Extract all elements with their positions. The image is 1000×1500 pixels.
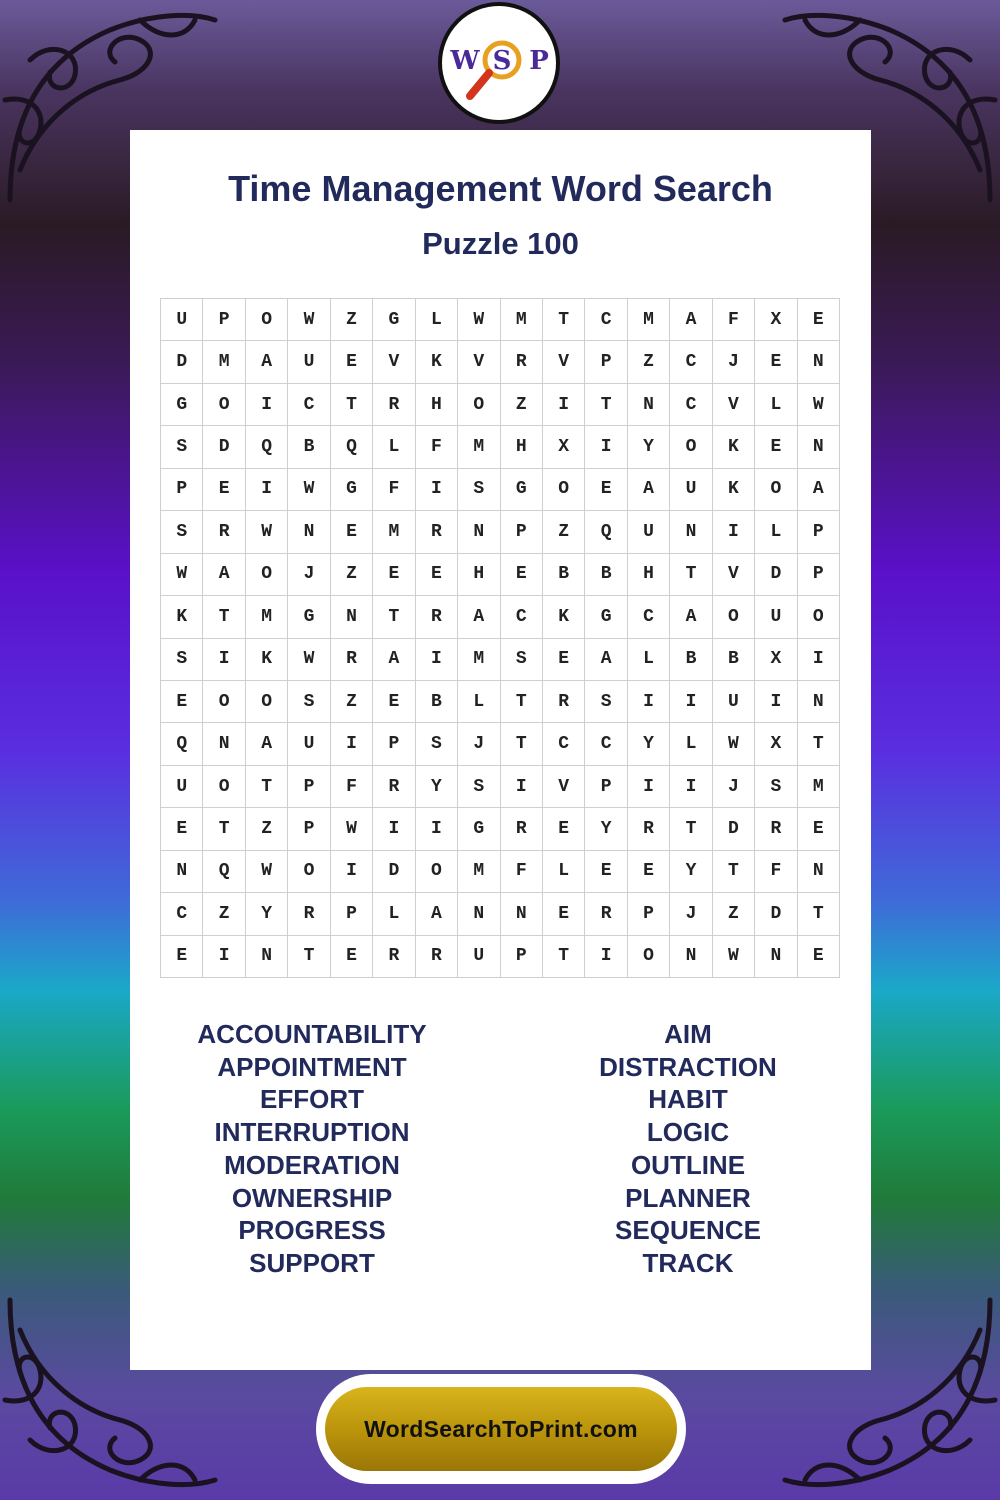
grid-cell[interactable]: X [543, 426, 585, 468]
word-list-left [162, 1018, 462, 1280]
grid-cell[interactable]: G [458, 808, 500, 850]
grid-cell[interactable]: K [416, 341, 458, 383]
grid-cell[interactable]: N [161, 851, 203, 893]
grid-cell[interactable]: F [501, 851, 543, 893]
grid-cell[interactable]: V [543, 341, 585, 383]
grid-cell[interactable]: P [585, 766, 627, 808]
grid-cell[interactable]: N [670, 511, 712, 553]
grid-cell[interactable]: E [585, 851, 627, 893]
grid-cell[interactable]: W [246, 511, 288, 553]
grid-cell[interactable]: T [543, 936, 585, 978]
word-list-item: HABIT [648, 1084, 728, 1115]
grid-cell[interactable]: Y [585, 808, 627, 850]
grid-cell[interactable]: O [713, 596, 755, 638]
grid-cell[interactable]: V [458, 341, 500, 383]
grid-cell[interactable]: E [628, 851, 670, 893]
grid-cell[interactable]: O [246, 554, 288, 596]
site-badge-pill [325, 1387, 677, 1471]
grid-cell[interactable]: M [203, 341, 245, 383]
grid-cell[interactable]: L [755, 511, 797, 553]
grid-cell[interactable]: H [416, 384, 458, 426]
grid-cell[interactable]: T [798, 723, 840, 765]
grid-cell[interactable]: O [755, 469, 797, 511]
grid-cell[interactable]: M [501, 299, 543, 341]
word-list-item: SUPPORT [249, 1247, 375, 1278]
grid-cell[interactable]: U [713, 681, 755, 723]
grid-cell[interactable]: O [416, 851, 458, 893]
grid-cell[interactable]: D [161, 341, 203, 383]
grid-cell[interactable]: M [798, 766, 840, 808]
grid-cell[interactable]: S [458, 766, 500, 808]
grid-cell[interactable]: K [161, 596, 203, 638]
grid-cell[interactable]: V [713, 384, 755, 426]
grid-cell[interactable]: R [203, 511, 245, 553]
grid-cell[interactable]: O [246, 299, 288, 341]
grid-cell[interactable]: P [288, 766, 330, 808]
grid-cell[interactable]: R [373, 384, 415, 426]
grid-cell[interactable]: U [628, 511, 670, 553]
grid-cell[interactable]: P [288, 808, 330, 850]
grid-cell[interactable]: C [670, 341, 712, 383]
grid-cell[interactable]: R [501, 341, 543, 383]
grid-cell[interactable]: B [585, 554, 627, 596]
grid-cell[interactable]: H [628, 554, 670, 596]
grid-cell[interactable]: G [585, 596, 627, 638]
word-list-item: LOGIC [646, 1117, 730, 1148]
grid-cell[interactable]: V [543, 766, 585, 808]
grid-cell[interactable]: H [458, 554, 500, 596]
grid-cell[interactable]: S [416, 723, 458, 765]
grid-cell[interactable]: R [585, 893, 627, 935]
grid-cell[interactable]: Y [416, 766, 458, 808]
grid-cell[interactable]: D [203, 426, 245, 468]
letter-grid [160, 298, 840, 978]
grid-cell[interactable]: W [246, 851, 288, 893]
grid-cell[interactable]: E [373, 554, 415, 596]
grid-cell[interactable]: E [543, 808, 585, 850]
grid-cell[interactable]: L [628, 639, 670, 681]
grid-cell[interactable]: K [713, 426, 755, 468]
grid-cell[interactable]: Z [713, 893, 755, 935]
grid-cell[interactable]: C [585, 299, 627, 341]
grid-cell[interactable]: G [373, 299, 415, 341]
grid-cell[interactable]: I [246, 384, 288, 426]
grid-cell[interactable]: S [161, 511, 203, 553]
grid-cell[interactable]: Y [246, 893, 288, 935]
grid-cell[interactable]: R [501, 808, 543, 850]
grid-cell[interactable]: P [373, 723, 415, 765]
grid-cell[interactable]: M [458, 639, 500, 681]
grid-cell[interactable]: D [373, 851, 415, 893]
grid-cell[interactable]: O [203, 681, 245, 723]
grid-cell[interactable]: R [373, 766, 415, 808]
grid-cell[interactable]: N [458, 511, 500, 553]
word-list-item: TRACK [642, 1247, 734, 1278]
grid-cell[interactable]: V [373, 341, 415, 383]
grid-cell[interactable]: T [203, 596, 245, 638]
grid-cell[interactable]: X [755, 299, 797, 341]
grid-cell[interactable]: I [670, 766, 712, 808]
grid-cell[interactable]: J [670, 893, 712, 935]
grid-cell[interactable]: B [288, 426, 330, 468]
grid-cell[interactable]: O [798, 596, 840, 638]
grid-cell[interactable]: A [585, 639, 627, 681]
grid-cell[interactable]: W [713, 723, 755, 765]
grid-cell[interactable]: I [416, 639, 458, 681]
grid-cell[interactable]: E [798, 936, 840, 978]
grid-cell[interactable]: P [203, 299, 245, 341]
logo-letter-p: P [529, 46, 549, 76]
grid-cell[interactable]: U [161, 299, 203, 341]
site-link[interactable]: WordSearchToPrint.com [364, 1415, 638, 1442]
grid-cell[interactable]: U [755, 596, 797, 638]
grid-cell[interactable]: J [713, 766, 755, 808]
grid-cell[interactable]: E [501, 554, 543, 596]
grid-cell[interactable]: P [585, 341, 627, 383]
word-list-item: PLANNER [625, 1182, 751, 1213]
grid-cell[interactable]: L [755, 384, 797, 426]
grid-cell[interactable]: O [628, 936, 670, 978]
grid-cell[interactable]: J [288, 554, 330, 596]
grid-cell[interactable]: E [331, 341, 373, 383]
grid-cell[interactable]: N [458, 893, 500, 935]
grid-cell[interactable]: A [203, 554, 245, 596]
grid-cell[interactable]: Y [628, 723, 670, 765]
grid-cell[interactable]: J [713, 341, 755, 383]
grid-cell[interactable]: O [288, 851, 330, 893]
grid-cell[interactable]: N [670, 936, 712, 978]
grid-cell[interactable]: I [543, 384, 585, 426]
grid-cell[interactable]: G [161, 384, 203, 426]
grid-cell[interactable]: J [458, 723, 500, 765]
grid-cell[interactable]: Z [331, 299, 373, 341]
grid-cell[interactable]: C [161, 893, 203, 935]
grid-cell[interactable]: P [628, 893, 670, 935]
grid-cell[interactable]: D [713, 808, 755, 850]
grid-cell[interactable]: F [416, 426, 458, 468]
grid-cell[interactable]: T [670, 808, 712, 850]
grid-cell[interactable]: T [585, 384, 627, 426]
grid-cell[interactable]: E [416, 554, 458, 596]
grid-cell[interactable]: M [458, 851, 500, 893]
grid-cell[interactable]: K [543, 596, 585, 638]
grid-cell[interactable]: B [670, 639, 712, 681]
grid-cell[interactable]: W [288, 469, 330, 511]
grid-cell[interactable]: Q [161, 723, 203, 765]
grid-cell[interactable]: I [755, 681, 797, 723]
grid-cell[interactable]: A [798, 469, 840, 511]
grid-cell[interactable]: A [670, 596, 712, 638]
word-list-item: SEQUENCE [615, 1215, 761, 1246]
grid-cell[interactable]: L [670, 723, 712, 765]
grid-cell[interactable]: K [713, 469, 755, 511]
grid-cell[interactable]: A [373, 639, 415, 681]
logo-letter-w: W [450, 46, 480, 76]
grid-cell[interactable]: I [373, 808, 415, 850]
grid-cell[interactable]: T [331, 384, 373, 426]
grid-cell[interactable]: E [203, 469, 245, 511]
grid-cell[interactable]: M [373, 511, 415, 553]
word-list-item: AIM [664, 1019, 712, 1049]
grid-cell[interactable]: F [373, 469, 415, 511]
magnifier-logo-icon [442, 6, 556, 120]
grid-cell[interactable]: L [373, 426, 415, 468]
grid-cell[interactable]: A [416, 893, 458, 935]
grid-cell[interactable]: X [755, 639, 797, 681]
grid-cell[interactable]: H [501, 426, 543, 468]
grid-cell[interactable]: I [798, 639, 840, 681]
grid-cell[interactable]: T [246, 766, 288, 808]
grid-cell[interactable]: Z [246, 808, 288, 850]
grid-cell[interactable]: L [416, 299, 458, 341]
grid-cell[interactable]: R [331, 639, 373, 681]
grid-cell[interactable]: E [798, 808, 840, 850]
grid-cell[interactable]: M [246, 596, 288, 638]
grid-cell[interactable]: R [416, 596, 458, 638]
grid-cell[interactable]: P [798, 554, 840, 596]
grid-cell[interactable]: N [755, 936, 797, 978]
word-list-item: INTERRUPTION [214, 1117, 410, 1148]
grid-cell[interactable]: N [798, 681, 840, 723]
grid-cell[interactable]: D [755, 554, 797, 596]
grid-cell[interactable]: I [585, 936, 627, 978]
grid-cell[interactable]: I [628, 681, 670, 723]
word-list-item: EFFORT [260, 1084, 364, 1115]
grid-cell[interactable]: S [161, 426, 203, 468]
grid-cell[interactable]: M [458, 426, 500, 468]
puzzle-card [130, 130, 871, 1370]
grid-cell[interactable]: I [501, 766, 543, 808]
grid-cell[interactable]: A [246, 723, 288, 765]
grid-cell[interactable]: R [416, 936, 458, 978]
grid-cell[interactable]: N [331, 596, 373, 638]
grid-cell[interactable]: I [331, 851, 373, 893]
grid-cell[interactable]: T [543, 299, 585, 341]
grid-cell[interactable]: A [628, 469, 670, 511]
grid-cell[interactable]: P [798, 511, 840, 553]
grid-cell[interactable]: I [670, 681, 712, 723]
grid-cell[interactable]: O [458, 384, 500, 426]
grid-cell[interactable]: P [501, 511, 543, 553]
grid-cell[interactable]: E [331, 511, 373, 553]
grid-cell[interactable]: G [288, 596, 330, 638]
grid-cell[interactable]: K [246, 639, 288, 681]
grid-cell[interactable]: E [798, 299, 840, 341]
grid-cell[interactable]: E [585, 469, 627, 511]
grid-cell[interactable]: R [543, 681, 585, 723]
grid-cell[interactable]: D [755, 893, 797, 935]
grid-cell[interactable]: N [628, 384, 670, 426]
grid-cell[interactable]: W [161, 554, 203, 596]
grid-cell[interactable]: N [203, 723, 245, 765]
grid-cell[interactable]: N [246, 936, 288, 978]
grid-cell[interactable]: R [755, 808, 797, 850]
grid-cell[interactable]: T [713, 851, 755, 893]
grid-cell[interactable]: W [713, 936, 755, 978]
grid-cell[interactable]: I [416, 469, 458, 511]
word-list-item: APPOINTMENT [217, 1051, 407, 1082]
grid-cell[interactable]: P [331, 893, 373, 935]
grid-cell[interactable]: R [288, 893, 330, 935]
grid-cell[interactable]: V [713, 554, 755, 596]
grid-cell[interactable]: N [798, 341, 840, 383]
grid-cell[interactable]: E [543, 639, 585, 681]
grid-cell[interactable]: T [670, 554, 712, 596]
grid-cell[interactable]: Q [246, 426, 288, 468]
grid-cell[interactable]: Q [331, 426, 373, 468]
grid-cell[interactable]: F [755, 851, 797, 893]
grid-cell[interactable]: T [798, 893, 840, 935]
word-list-item: PROGRESS [238, 1215, 386, 1246]
grid-cell[interactable]: G [501, 469, 543, 511]
grid-cell[interactable]: W [288, 299, 330, 341]
grid-cell[interactable]: C [585, 723, 627, 765]
grid-cell[interactable]: Z [203, 893, 245, 935]
page-title: Time Management Word Search [228, 168, 773, 209]
grid-cell[interactable]: W [288, 639, 330, 681]
wsp-logo [438, 2, 560, 124]
grid-cell[interactable]: T [501, 723, 543, 765]
grid-cell[interactable]: T [203, 808, 245, 850]
grid-cell[interactable]: L [543, 851, 585, 893]
grid-cell[interactable]: U [161, 766, 203, 808]
word-list-item: MODERATION [224, 1149, 400, 1180]
grid-cell[interactable]: T [288, 936, 330, 978]
grid-cell[interactable]: I [416, 808, 458, 850]
grid-cell[interactable]: T [501, 681, 543, 723]
grid-cell[interactable]: E [755, 341, 797, 383]
grid-cell[interactable]: W [458, 299, 500, 341]
grid-cell[interactable]: R [628, 808, 670, 850]
grid-cell[interactable]: S [458, 469, 500, 511]
grid-cell[interactable]: Y [628, 426, 670, 468]
grid-cell[interactable]: L [458, 681, 500, 723]
grid-cell[interactable]: Z [331, 554, 373, 596]
grid-cell[interactable]: I [203, 639, 245, 681]
site-badge[interactable] [316, 1374, 686, 1484]
grid-cell[interactable]: U [288, 723, 330, 765]
grid-cell[interactable]: W [331, 808, 373, 850]
grid-cell[interactable]: C [670, 384, 712, 426]
grid-cell[interactable]: X [755, 723, 797, 765]
grid-cell[interactable]: C [288, 384, 330, 426]
grid-cell[interactable]: Z [331, 681, 373, 723]
grid-cell[interactable]: F [713, 299, 755, 341]
grid-cell[interactable]: U [458, 936, 500, 978]
grid-cell[interactable]: B [543, 554, 585, 596]
grid-cell[interactable]: S [585, 681, 627, 723]
grid-cell[interactable]: S [755, 766, 797, 808]
grid-cell[interactable]: I [246, 469, 288, 511]
grid-cell[interactable]: P [161, 469, 203, 511]
grid-cell[interactable]: F [331, 766, 373, 808]
grid-cell[interactable]: I [713, 511, 755, 553]
grid-cell[interactable]: M [628, 299, 670, 341]
grid-cell[interactable]: I [585, 426, 627, 468]
grid-cell[interactable]: P [501, 936, 543, 978]
grid-cell[interactable]: E [161, 681, 203, 723]
grid-cell[interactable]: O [543, 469, 585, 511]
grid-cell[interactable]: S [161, 639, 203, 681]
grid-cell[interactable]: B [416, 681, 458, 723]
grid-cell[interactable]: G [331, 469, 373, 511]
logo-letter-s: S [492, 46, 512, 76]
grid-cell[interactable]: L [373, 893, 415, 935]
grid-cell[interactable]: N [288, 511, 330, 553]
word-list-right [538, 1018, 838, 1280]
word-list-item: OWNERSHIP [231, 1182, 393, 1213]
grid-cell[interactable]: O [670, 426, 712, 468]
grid-cell[interactable]: I [628, 766, 670, 808]
grid-cell[interactable]: E [543, 893, 585, 935]
grid-cell[interactable]: S [288, 681, 330, 723]
grid-cell[interactable]: R [416, 511, 458, 553]
grid-cell[interactable]: I [203, 936, 245, 978]
grid-cell[interactable]: N [501, 893, 543, 935]
grid-cell[interactable]: E [161, 808, 203, 850]
grid-cell[interactable]: E [373, 681, 415, 723]
grid-cell[interactable]: Z [628, 341, 670, 383]
grid-cell[interactable]: N [798, 426, 840, 468]
grid-cell[interactable]: T [373, 596, 415, 638]
grid-cell[interactable]: R [373, 936, 415, 978]
grid-cell[interactable]: Q [585, 511, 627, 553]
grid-cell[interactable]: E [161, 936, 203, 978]
word-list-item: ACCOUNTABILITY [197, 1019, 427, 1049]
grid-cell[interactable]: A [246, 341, 288, 383]
grid-cell[interactable]: I [331, 723, 373, 765]
word-list-item: DISTRACTION [599, 1051, 777, 1082]
grid-cell[interactable]: A [458, 596, 500, 638]
word-list-item: OUTLINE [630, 1149, 746, 1180]
grid-cell[interactable]: O [203, 766, 245, 808]
grid-cell[interactable]: Y [670, 851, 712, 893]
grid-cell[interactable]: Q [203, 851, 245, 893]
grid-cell[interactable]: E [331, 936, 373, 978]
grid-cell[interactable]: Z [543, 511, 585, 553]
puzzle-number: Puzzle 100 [422, 226, 579, 261]
grid-cell[interactable]: A [670, 299, 712, 341]
grid-cell[interactable]: Z [501, 384, 543, 426]
grid-cell[interactable]: O [246, 681, 288, 723]
grid-cell[interactable]: C [543, 723, 585, 765]
grid-cell[interactable]: U [670, 469, 712, 511]
grid-cell[interactable]: N [798, 851, 840, 893]
grid-cell[interactable]: E [755, 426, 797, 468]
grid-cell[interactable]: W [798, 384, 840, 426]
grid-cell[interactable]: B [713, 639, 755, 681]
grid-cell[interactable]: C [501, 596, 543, 638]
grid-cell[interactable]: U [288, 341, 330, 383]
grid-cell[interactable]: O [203, 384, 245, 426]
grid-cell[interactable]: S [501, 639, 543, 681]
grid-cell[interactable]: C [628, 596, 670, 638]
